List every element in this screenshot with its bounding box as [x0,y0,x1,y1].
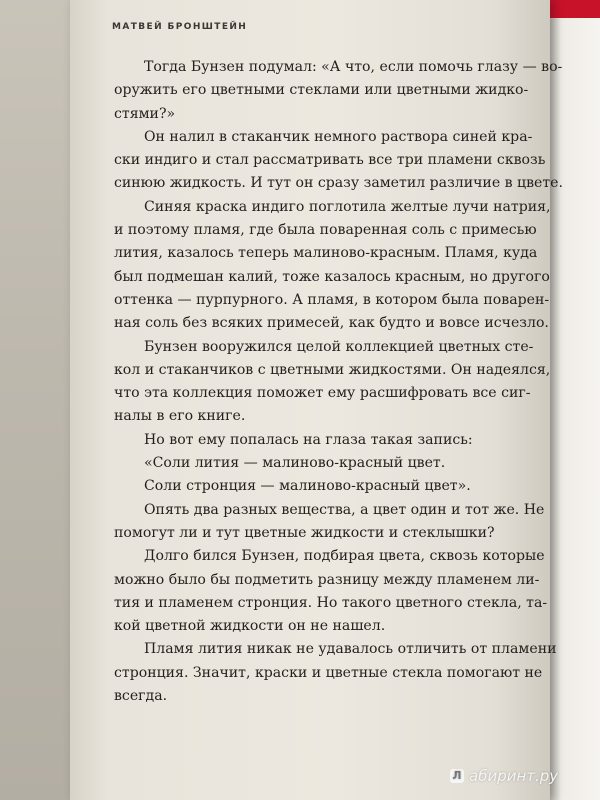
running-head: МАТВЕЙ БРОНШТЕЙН [112,22,248,32]
labirint-logo-icon: Л [450,769,464,783]
text-line: Бунзен вооружился целой коллекцией цветных сте- [144,338,534,355]
text-line: налы в его книге. [114,408,246,425]
text-line: Он налил в стаканчик немного раствора синей кра- [144,128,533,145]
text-line: тия и пламенем стронция. Но такого цветного стекла, та- [114,594,548,611]
text-line: ная соль без всяких примесей, как будто и вовсе исчезло. [114,315,549,332]
text-line: оттенка — пурпурного. А пламя, в котором была поварен- [114,291,550,308]
text-line: синюю жидкость. И тут он сразу заметил различие в цвете. [114,175,564,192]
text-line: Синяя краска индиго поглотила желтые лучи натрия, [144,198,551,215]
text-line: ски индиго и стал рассматривать все три пламени сквозь [114,152,546,169]
text-line: Тогда Бунзен подумал: «А что, если помочь глазу — во- [144,59,563,75]
page-text [114,56,564,708]
text-line: стронция. Значит, краски и цветные стекла помогают не [114,664,543,681]
text-line: Но вот ему попалась на глаза такая запись: [144,431,473,448]
text-line: помогут ли и тут цветные жидкости и стеклышки? [114,524,495,541]
text-line: Опять два разных вещества, а цвет один и тот же. Не [144,501,545,518]
text-line: и поэтому пламя, где была поваренная соль с примесью [114,222,537,239]
text-line: лития, казалось теперь малиново-красным. Пламя, куда [114,245,538,262]
text-line: всегда. [114,688,168,705]
watermark-text: абиринт.ру [469,767,559,785]
text-line: Долго бился Бунзен, подбирая цвета, сквозь которые [144,548,545,565]
text-line: кол и стаканчиков с цветными жидкостями. Он надеялся, [114,361,551,378]
text-line: можно было бы подметить разницу между пламенем ли- [114,571,540,588]
text-line: оружить его цветными стеклами или цветными жидко- [114,82,529,99]
text-line: что эта коллекция поможет ему расшифровать все сиг- [114,385,531,402]
labirint-watermark [450,767,558,785]
text-line: кой цветной жидкости он не нашел. [114,618,386,635]
text-line: стями?» [114,105,176,122]
text-line: был подмешан калий, тоже казалось красным, но другого [114,268,550,285]
text-line: «Соли лития — малиново-красный цвет. [144,455,446,472]
text-line: Соли стронция — малиново-красный цвет». [144,478,471,495]
text-line: Пламя лития никак не удавалось отличить от пламени [144,641,557,658]
